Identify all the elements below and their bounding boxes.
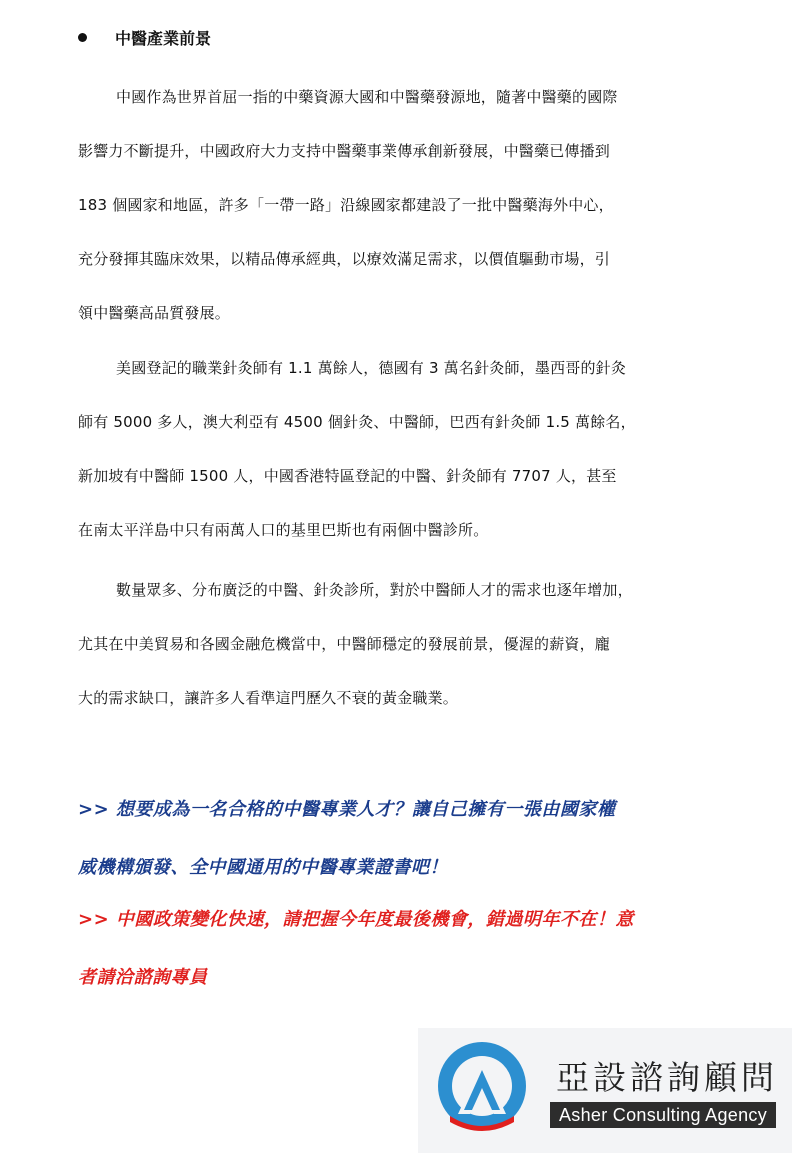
bullet-icon [78, 33, 87, 42]
paragraph-line: 183 個國家和地區，許多「一帶一路」沿線國家都建設了一批中醫藥海外中心， [78, 196, 614, 214]
brand-name-cn: 亞設諮詢顧問 [556, 1058, 778, 1097]
brand-name-en: Asher Consulting Agency [550, 1102, 776, 1128]
paragraph-line: 充分發揮其臨床效果，以精品傳承經典，以療效滿足需求，以價值驅動市場，引 [78, 250, 611, 268]
paragraph-line: 在南太平洋島中只有兩萬人口的基里巴斯也有兩個中醫診所。 [78, 521, 489, 539]
paragraph-line: 領中醫藥高品質發展。 [78, 304, 231, 322]
paragraph-line: 大的需求缺口，讓許多人看準這門歷久不衰的黃金職業。 [78, 689, 459, 707]
callout-deadline [78, 891, 738, 1007]
asher-logo-icon [436, 1040, 528, 1140]
paragraph-line: 數量眾多、分布廣泛的中醫、針灸診所，對於中醫師人才的需求也逐年增加， [116, 581, 633, 599]
callout-line: 者請洽諮詢專員 [78, 967, 208, 988]
paragraph-2 [78, 341, 718, 557]
callout-certificate [78, 781, 738, 897]
paragraph-line: 師有 5000 多人，澳大利亞有 4500 個針灸、中醫師，巴西有針灸師 1.5 萬餘名， [78, 413, 636, 431]
callout-line: >> 中國政策變化快速，請把握今年度最後機會，錯過明年不在！意 [78, 909, 634, 930]
paragraph-line: 影響力不斷提升，中國政府大力支持中醫藥事業傳承創新發展，中醫藥已傳播到 [78, 142, 611, 160]
section-title: 中醫產業前景 [115, 29, 212, 48]
paragraph-3 [78, 563, 718, 725]
paragraph-1 [78, 70, 718, 340]
brand-logo [418, 1028, 792, 1153]
callout-line: 威機構頒發、全中國通用的中醫專業證書吧！ [78, 857, 448, 878]
paragraph-line: 美國登記的職業針灸師有 1.1 萬餘人，德國有 3 萬名針灸師，墨西哥的針灸 [116, 359, 627, 377]
section-heading [78, 27, 211, 51]
paragraph-line: 中國作為世界首屈一指的中藥資源大國和中醫藥發源地，隨著中醫藥的國際 [116, 88, 618, 106]
callout-line: >> 想要成為一名合格的中醫專業人才？讓自己擁有一張由國家權 [78, 799, 616, 820]
paragraph-line: 尤其在中美貿易和各國金融危機當中，中醫師穩定的發展前景，優渥的薪資，龐 [78, 635, 611, 653]
paragraph-line: 新加坡有中醫師 1500 人，中國香港特區登記的中醫、針灸師有 7707 人，甚至 [78, 467, 617, 485]
